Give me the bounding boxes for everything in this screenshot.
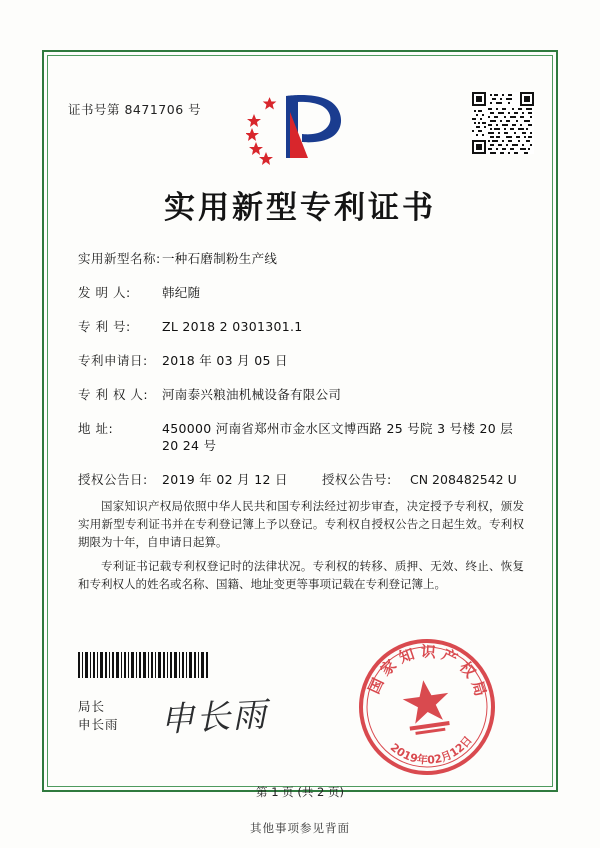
field-row (78, 352, 526, 369)
paragraph: 国家知识产权局依照中华人民共和国专利法经过初步审查，决定授予专利权，颁发实用新型专利证书并在专利登记簿上予以登记。专利权自授权公告之日起生效。专利权期限为十年，自申请日起算。 (78, 499, 524, 549)
field-row (78, 386, 526, 403)
field-label: 授权公告日: (78, 472, 148, 487)
field-row (78, 284, 526, 301)
paragraph: 专利证书记载专利权登记时的法律状况。专利权的转移、质押、无效、终止、恢复和专利权人的姓名或名称、国籍、地址变更等事项记载在专利登记簿上。 (78, 559, 524, 591)
svg-text:2019年02月12日: 2019年02月12日 (387, 733, 475, 767)
field-value: 河南泰兴粮油机械设备有限公司 (162, 387, 342, 402)
field-label: 专利申请日: (78, 353, 148, 368)
patent-office-logo-icon (246, 86, 356, 166)
field-value: 韩纪随 (162, 285, 201, 300)
page-number: 第 1 页 (共 2 页) (256, 785, 344, 799)
field-row (78, 318, 526, 335)
field-label: 专 利 权 人: (78, 387, 149, 402)
field-label-secondary: 授权公告号: (322, 472, 392, 487)
signature-labels (78, 698, 119, 734)
certificate-number: 证书号第 8471706 号 (68, 102, 202, 117)
signature-label-name: 申长雨 (78, 717, 119, 732)
handwritten-signature: 申长雨 (159, 694, 270, 741)
field-value: ZL 2018 2 0301301.1 (162, 319, 303, 334)
field-value: 2018 年 03 月 05 日 (162, 353, 288, 368)
barcode-icon (78, 652, 210, 678)
field-row (78, 250, 526, 267)
field-value: 一种石磨制粉生产线 (162, 251, 278, 266)
field-label: 实用新型名称: (78, 251, 161, 266)
field-label: 专 利 号: (78, 319, 131, 334)
qr-code-icon (472, 92, 534, 154)
field-value: 450000 河南省郑州市金水区文博西路 25 号院 3 号楼 20 层 20 24 号 (162, 421, 514, 453)
footer-note: 其他事项参见背面 (250, 821, 350, 835)
signature-label-title: 局长 (78, 699, 106, 714)
field-label: 发 明 人: (78, 285, 131, 300)
field-list (78, 250, 526, 505)
field-value: 2019 年 02 月 12 日 (162, 472, 288, 487)
svg-text:国家知识产权局: 国家知识产权局 (364, 642, 492, 704)
field-row (78, 420, 526, 454)
field-value-secondary: CN 208482542 U (410, 472, 517, 487)
legal-text (78, 497, 524, 599)
field-row-dual (78, 471, 526, 488)
page-title: 实用新型专利证书 (164, 190, 436, 226)
field-label: 地 址: (78, 421, 114, 436)
official-red-seal-icon (352, 632, 502, 782)
